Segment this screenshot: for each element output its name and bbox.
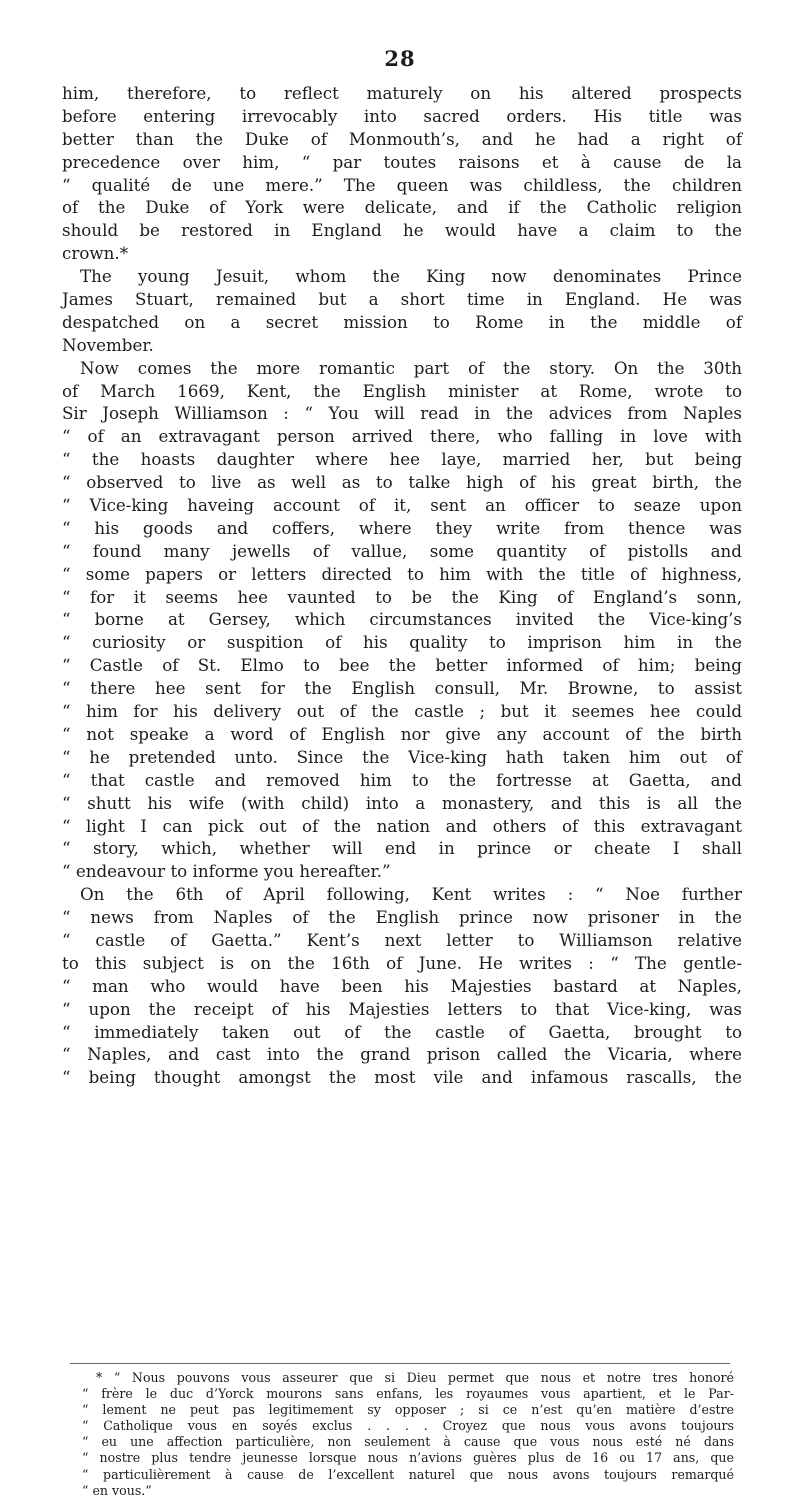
text-line: of March 1669, Kent, the English minister at Rome, wrote to [62,380,742,401]
text-line: “ he pretended unto. Since the Vice-king hath taken him out of [62,746,742,767]
text-line: The young Jesuit, whom the King now denominates Prince [80,266,742,287]
text-line: “ Vice-king haveing account of it, sent an officer to seaze upon [62,495,742,516]
text-line: “ Castle of St. Elmo to bee the better informed of him; being [62,655,742,676]
main-text [62,82,742,1089]
text-line: “ borne at Gersey, which circumstances invited the Vice-king’s [62,609,742,630]
text-line: to this subject is on the 16th of June. He writes : “ The gentle- [62,952,742,973]
text-line: “ not speake a word of English nor give any account of the birth [62,723,742,744]
text-line: “ his goods and coffers, where they write from thence was [62,517,742,538]
text-line: “ that castle and removed him to the fortresse at Gaetta, and [62,769,742,790]
page-number: 28 [384,46,416,71]
text-line: despatched on a secret mission to Rome in the middle of [62,311,742,332]
footnote-line: “ Catholique vous en soyés exclus . . . . Croyez que nous vous avons toujours [82,1418,734,1434]
text-line: “ castle of Gaetta.” Kent’s next letter to Williamson relative [62,929,742,950]
text-line: should be restored in England he would have a claim to the [62,220,742,241]
footnote-line: “ nostre plus tendre jeunesse lorsque nous n’avions guères plus de 16 ou 17 ans, que [82,1450,734,1466]
text-line: “ endeavour to informe you hereafter.” [62,861,391,882]
footnote-line: “ particulièrement à cause de l’excellent naturel que nous avons toujours remarqué [82,1466,734,1482]
text-line: “ man who would have been his Majesties bastard at Naples, [62,975,742,996]
text-line: “ of an extravagant person arrived there, who falling in love with [62,426,742,447]
text-line: “ there hee sent for the English consull, Mr. Browne, to assist [62,678,742,699]
text-line: “ upon the receipt of his Majesties letters to that Vice-king, was [62,998,742,1019]
text-line: him, therefore, to reflect maturely on his altered prospects [62,83,742,103]
text-line: On the 6th of April following, Kent writes : “ Noe further [80,884,742,905]
text-line: of the Duke of York were delicate, and if the Catholic religion [62,197,742,218]
text-line: “ news from Naples of the English prince now prisoner in the [62,907,742,928]
text-line: “ the hoasts daughter where hee laye, married her, but being [62,449,742,470]
text-line: “ light I can pick out of the nation and others of this extravagant [62,815,742,836]
text-line: “ some papers or letters directed to him with the title of highness, [62,563,742,584]
text-line: James Stuart, remained but a short time in England. He was [62,289,742,310]
text-line: “ shutt his wife (with child) into a monastery, and this is all the [62,792,742,813]
text-line: before entering irrevocably into sacred orders. His title was [62,105,742,126]
footnote-line: “ lement ne peut pas legitimement sy opposer ; si ce n’est qu’en matière d’estre [82,1402,734,1418]
text-line: “ found many jewells of vallue, some quantity of pistolls and [62,540,742,561]
text-line: “ qualité de une mere.” The queen was childless, the children [62,174,742,195]
text-line: Now comes the more romantic part of the story. On the 30th [80,357,742,378]
text-line: “ immediately taken out of the castle of Gaetta, brought to [62,1021,742,1042]
footnote-divider [70,1363,730,1364]
text-line: “ story, which, whether will end in prince or cheate I shall [62,838,742,859]
text-line: Sir Joseph Williamson : “ You will read in the advices from Naples [62,403,742,424]
footnote-line: “ frère le duc d’Yorck mourons sans enfans, les royaumes vous apartient, et le Par- [82,1386,734,1402]
text-line: “ curiosity or suspition of his quality to imprison him in the [62,632,742,653]
text-line: crown.* [62,243,129,264]
footnote [82,1370,734,1499]
footnote-line: “ eu une affection particulière, non seulement à cause que vous nous esté né dans [82,1434,734,1450]
text-line: “ for it seems hee vaunted to be the King of England’s sonn, [62,586,742,607]
text-line: better than the Duke of Monmouth’s, and he had a right of [62,128,742,149]
footnote-line: * “ Nous pouvons vous asseurer que si Dieu permet que nous et notre tres honoré [96,1370,734,1385]
text-line: November. [62,334,154,355]
footnote-line: “ en vous.” [82,1482,152,1498]
text-line: “ him for his delivery out of the castle ; but it seemes hee could [62,701,742,722]
text-line: “ being thought amongst the most vile and infamous rascalls, the [62,1067,742,1088]
text-line: “ observed to live as well as to talke high of his great birth, the [62,472,742,493]
text-line: precedence over him, “ par toutes raisons et à cause de la [62,151,742,172]
text-line: “ Naples, and cast into the grand prison called the Vicaria, where [62,1044,742,1065]
